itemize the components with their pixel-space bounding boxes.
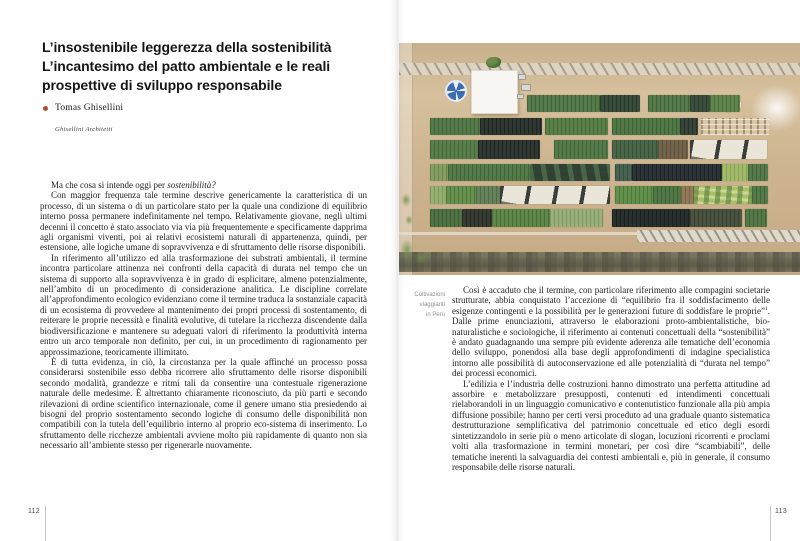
crop-bed <box>430 118 480 135</box>
crop-bed <box>658 140 688 159</box>
crop-bed <box>492 209 550 227</box>
crop-bed <box>478 140 540 159</box>
blue-round-tank <box>445 80 467 102</box>
crop-bed <box>550 209 603 227</box>
photo-caption: Coltivazioni viaggianti in Perù <box>414 292 445 318</box>
paragraph: Ma che cosa si intende oggi per sostenibilità? <box>51 180 216 190</box>
scrub-vegetation-strip <box>399 252 800 272</box>
dirt-road-top <box>399 63 800 75</box>
crop-bed <box>722 164 748 181</box>
crop-bed <box>430 140 478 159</box>
crop-bed <box>545 118 608 135</box>
equipment <box>517 94 524 99</box>
crop-bed <box>752 186 768 204</box>
crop-bed <box>690 140 767 159</box>
weed-patch <box>405 215 413 225</box>
equipment <box>518 74 526 80</box>
article-title: L’insostenibile leggerezza della sostenibilità L’incantesimo del patto ambientale e le reali prospettive di sviluppo responsabile <box>42 39 332 93</box>
weed-patch <box>415 251 427 265</box>
crop-bed <box>681 186 694 204</box>
crop-bed <box>653 186 681 204</box>
crop-bed <box>430 209 462 227</box>
crop-bed <box>748 164 768 181</box>
crop-bed <box>430 164 448 181</box>
crop-bed <box>612 118 680 135</box>
paragraph: È di tutta evidenza, in ciò, la circostanza per la quale affinché un processo possa considerarsi sostenibile esso debba ricorrere allo sfruttamento delle risorse disponibili secondo modalità, grandezze e ritmi tali da consentire una contestuale rigenerazione naturale delle medesime. È altrettanto chiaramente riconosciuto, da più parti e secondo rilevazioni di ordine scientifico internazionale, come il genere umano stia presiedendo ai bisogni del proprio sostentamento secondo logiche di consumo delle disponibilità non compatibili con la tutela dell’equilibrio interno al proprio eco-sistema di inserimento. Lo sfruttamento delle ricchezze ambientali avviene molto più rapidamente di quanto non sia necessario all’ambiente stesso per rigenerarle nuovamente. <box>40 356 367 451</box>
crop-bed <box>500 186 610 204</box>
crop-bed <box>690 209 742 227</box>
crop-bed <box>527 95 600 112</box>
page-number-right: 113 <box>775 508 788 515</box>
folio-rule-left <box>45 506 46 541</box>
crop-bed <box>612 209 690 227</box>
crop-bed <box>530 164 610 181</box>
aerial-photo <box>399 43 800 275</box>
crop-bed <box>446 186 476 204</box>
footnote-marker: 1 <box>765 305 768 312</box>
paragraph: In riferimento all’utilizzo ed alla trasformazione dei substrati ambientali, il termine incontra particolare attinenza nei confronti della capacità di durata nel tempo che un sistema di supporto alla sopravvivenza è in grado di esplicitare, almeno potenzialmente, nell’ambito di un procedimento di considerazione analitica. Le discipline correlate all’approfondimento ecologico evidenziano come il termine traduca la sostanziale capacità di un ecosistema di provvedere al mantenimento dei propri processi di sostentamento, di reiterare le proprie necessità e finalità evolutive, di tutelare la ricchezza discendente dalla biodiversificazione e mantenere su adeguati valori di riferimento la produttività interna entro un arco temporale non definito, per cui, in un procedimento di ragionamento per approssimazione, teoricamente illimitato. <box>40 252 367 357</box>
crop-bed <box>690 95 710 112</box>
crop-bed <box>710 95 740 112</box>
author-affiliation: Ghisellini Architetti <box>55 126 113 133</box>
crop-bed <box>448 164 530 181</box>
crop-bed <box>600 95 640 112</box>
page-number-left: 112 <box>27 508 40 515</box>
paragraph: Così è accaduto che il termine, con particolare riferimento alle compagini societarie strutturate, abbia conquistato l’accezione di “equilibrio fra il soddisfacimento delle esigenze contingenti e la possibilità per le generazioni future di soddisfare le proprie”$^1$. Dalle prime enunciazioni, attraverso le elaborazioni proto-ambientalistiche, bio-naturalistiche e sociologiche, il riferimento ai contenuti concettuali della “sostenibilità” è andato guadagnando una sempre più evidente aderenza alle tematiche dell’economia dello sviluppo, ponendosi alla base degli approfondimenti di indagine specialistica intorno alle possibilità di autoconservazione ed alle potenzialità di “durata nel tempo” dei processi economici. <box>452 285 770 379</box>
crop-bed <box>612 140 658 159</box>
left-body-text <box>40 180 367 451</box>
author-name: Tomas Ghisellini <box>55 103 124 113</box>
crop-bed <box>701 118 769 135</box>
crop-bed <box>476 186 500 204</box>
crop-bed <box>694 186 752 204</box>
equipment <box>521 84 531 91</box>
crop-bed <box>745 209 767 227</box>
paragraph: Con maggior frequenza tale termine descrive genericamente la caratteristica di un processo, di un sistema o di un particolare stato per la quale una condizione di equilibrio interno possa permanere indefinitamente nel tempo. Relativamente giovane, negli ultimi decenni il concetto è stato associato via via più frequentemente e specificamente dapprima agli organismi viventi, poi ai relativi ecosistemi naturali di appartenenza, quindi, per estensione, alle logiche umane di sopravvivenza e di sfruttamento delle risorse disponibili. <box>40 190 367 253</box>
weed-patch <box>400 239 414 261</box>
author-bullet-icon <box>43 106 48 111</box>
crop-bed <box>430 186 446 204</box>
crop-bed <box>480 118 542 135</box>
white-tent <box>471 70 518 114</box>
crop-bed <box>615 186 653 204</box>
dirt-road-bottom-hatch <box>637 230 800 242</box>
crop-bed <box>462 209 492 227</box>
right-body-text <box>452 285 770 472</box>
crop-bed <box>648 95 690 112</box>
crop-bed <box>632 164 722 181</box>
weed-patch <box>401 193 411 207</box>
crop-bed <box>554 140 608 159</box>
crop-bed <box>680 118 698 135</box>
author-row <box>43 103 123 113</box>
folio-rule-right <box>770 506 771 541</box>
paragraph: L’edilizia e l’industria delle costruzioni hanno dimostrato una perfetta attitudine ad assorbire e metabolizzare presupposti, contenuti ed intendimenti concettuali rielaborandoli in un linguaggio comunicativo e contenutistico funzionale alla più ampia diffusione possibile; hanno per certi versi proceduto ad una graduale quanto sistematica destrutturazione semplificativa del patrimonio concettuale ed etico degli esordi sintetizzandolo in serie più o meno articolate di slogan, locuzioni ricorrenti e proclami volti alla trasformazione in termini monetari, per così dire “scambiabili”, delle tematiche inerenti la salvaguardia dei contesti ambientali e, più in generale, il consumo responsabile delle risorse naturali. <box>452 378 770 472</box>
crop-bed <box>615 164 632 181</box>
